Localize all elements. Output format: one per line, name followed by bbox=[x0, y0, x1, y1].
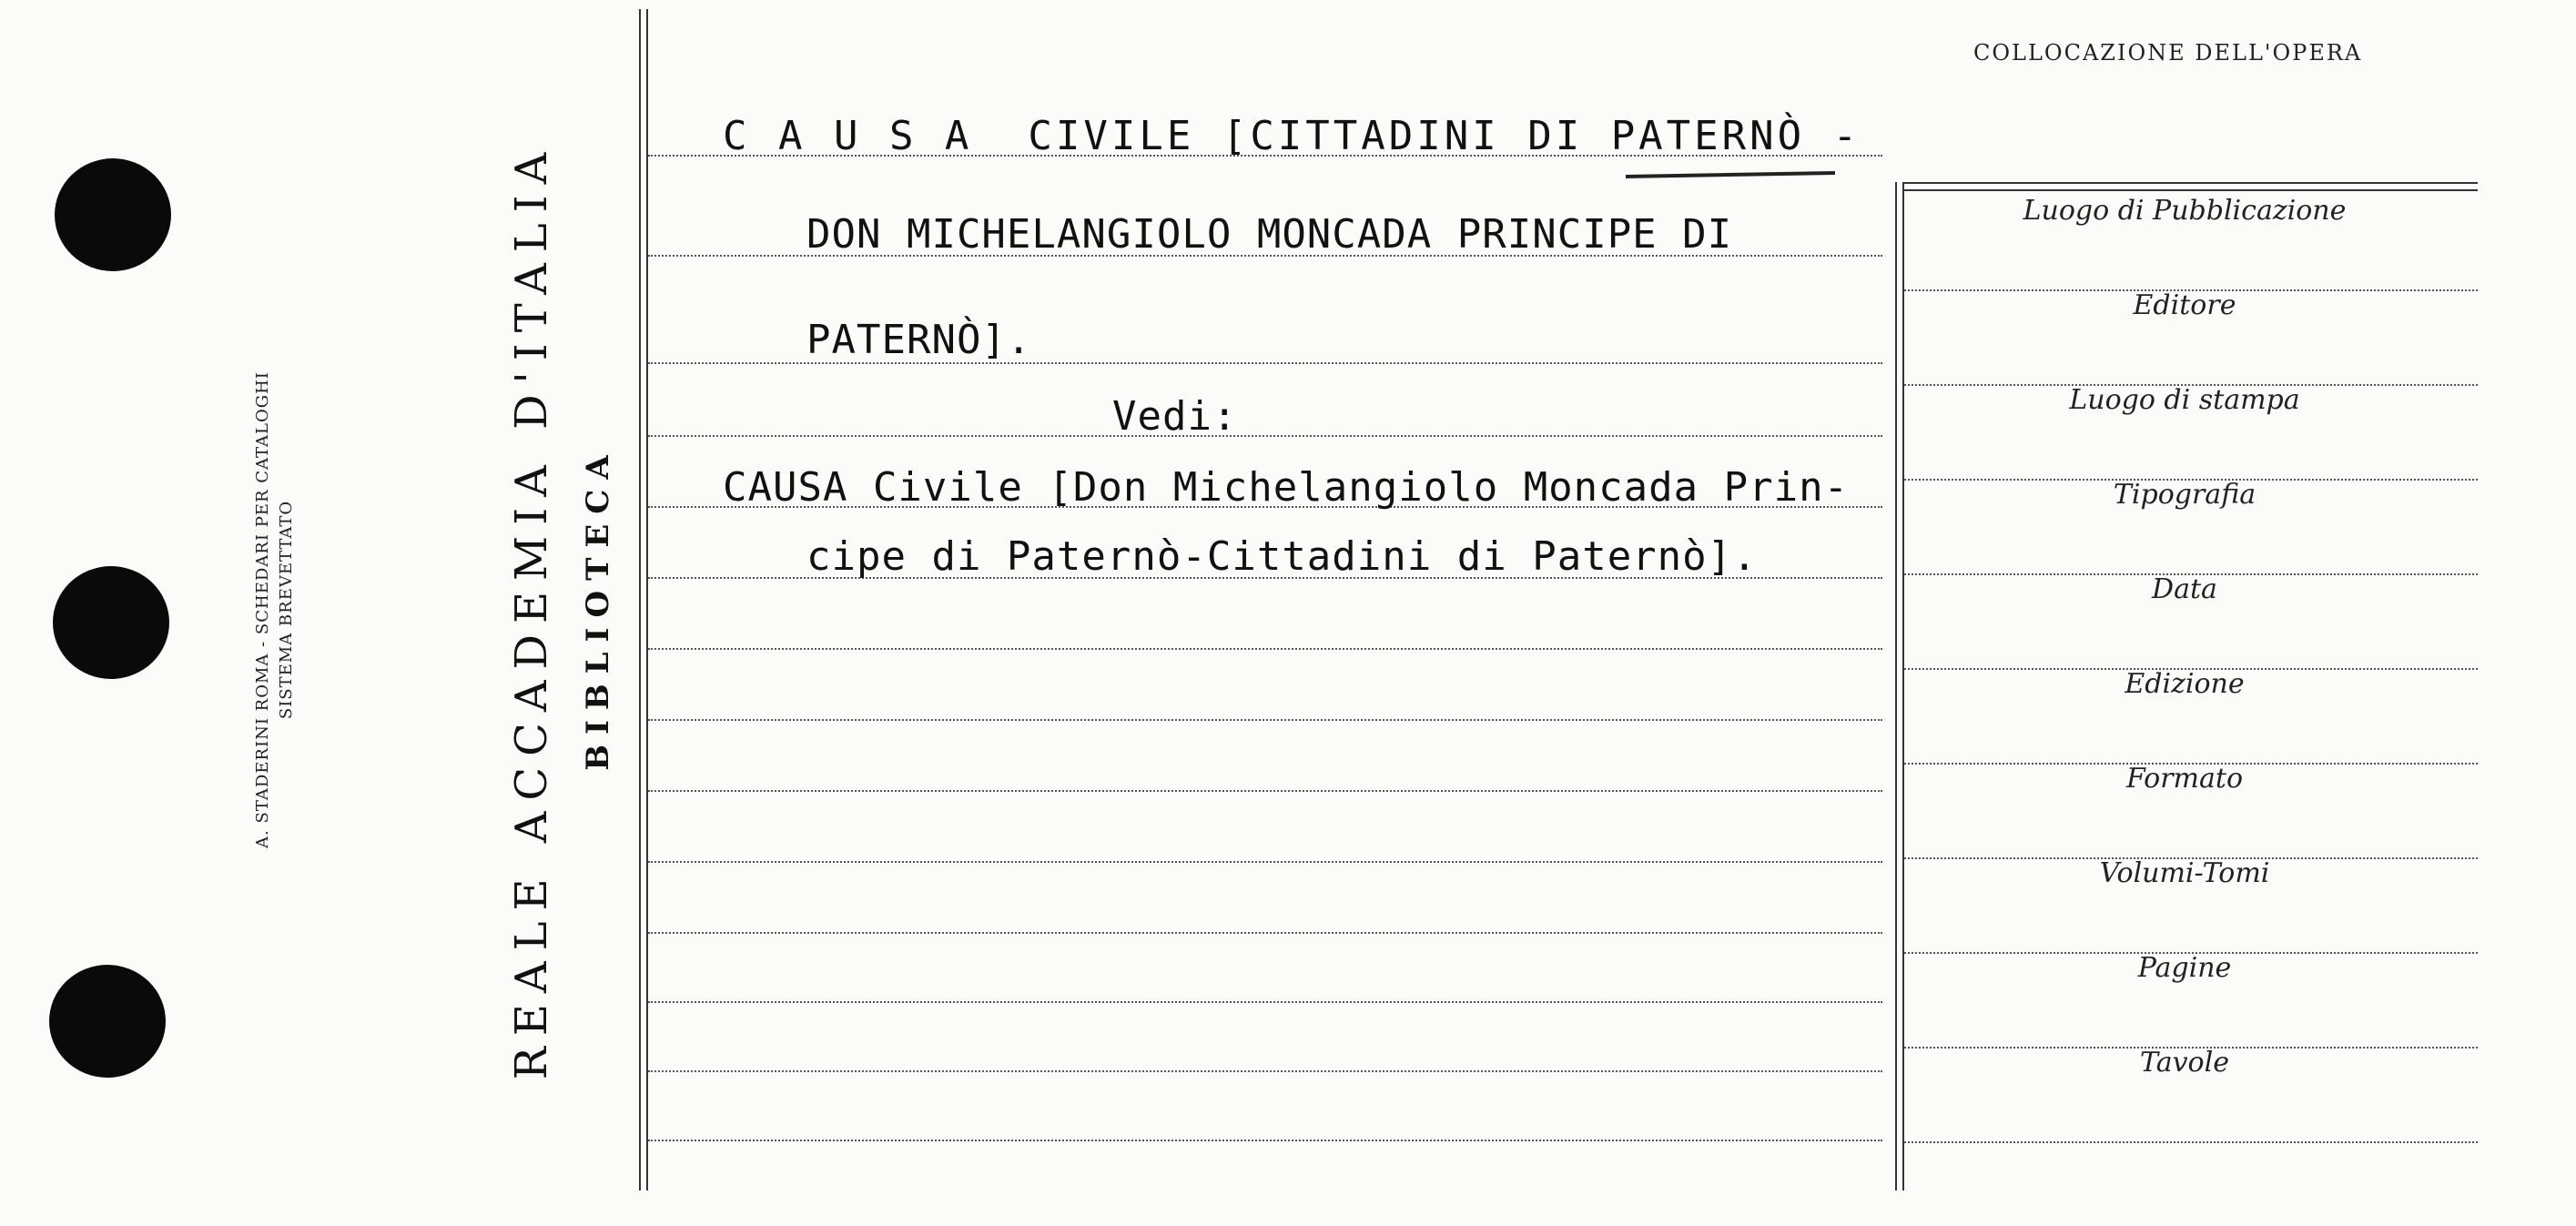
ruled-line bbox=[648, 790, 1882, 792]
punch-hole-middle bbox=[53, 566, 169, 679]
printer-imprint-line2: SISTEMA BREVETTATO bbox=[277, 500, 296, 720]
entry-heading-line2: DON MICHELANGIOLO MONCADA PRINCIPE DI bbox=[806, 211, 1733, 258]
field-rule bbox=[1904, 1141, 2478, 1143]
field-label-data: Data bbox=[2152, 573, 2217, 605]
ruled-line bbox=[648, 435, 1882, 437]
field-column-top-rule-inner bbox=[1904, 189, 2478, 191]
field-label-tavole: Tavole bbox=[2140, 1047, 2229, 1079]
ruled-line bbox=[648, 1001, 1882, 1003]
handwritten-underline bbox=[1626, 171, 1835, 178]
department-name: BIBLIOTECA bbox=[580, 445, 616, 771]
left-margin-rule bbox=[639, 9, 641, 1191]
cross-reference-line2: cipe di Paternò-Cittadini di Paternò]. bbox=[806, 533, 1758, 580]
punch-hole-top bbox=[55, 158, 171, 271]
field-label-tipografia: Tipografia bbox=[2113, 479, 2257, 511]
ruled-line bbox=[648, 861, 1882, 863]
field-label-luogo-stampa: Luogo di stampa bbox=[2069, 384, 2300, 416]
printer-imprint-line1: A. STADERINI ROMA - SCHEDARI PER CATALOGHI bbox=[253, 371, 272, 848]
field-label-volumi-tomi: Volumi-Tomi bbox=[2099, 857, 2270, 889]
field-column-rule bbox=[1895, 182, 1897, 1191]
field-label-editore: Editore bbox=[2133, 289, 2236, 321]
institution-name: REALE ACCADEMIA D'ITALIA bbox=[506, 141, 557, 1080]
collocazione-label: COLLOCAZIONE DELL'OPERA bbox=[1973, 40, 2363, 66]
field-label-luogo-pubblicazione: Luogo di Pubblicazione bbox=[2023, 195, 2347, 227]
field-column-top-rule bbox=[1904, 182, 2478, 184]
ruled-line bbox=[648, 1070, 1882, 1072]
left-margin-rule-inner bbox=[646, 9, 648, 1191]
field-label-pagine: Pagine bbox=[2137, 952, 2232, 984]
ruled-line bbox=[648, 648, 1882, 650]
entry-heading-line1: C A U S A CIVILE [CITTADINI DI PATERNÒ - bbox=[723, 113, 1861, 159]
see-reference-label: Vedi: bbox=[1112, 393, 1238, 440]
field-column-rule-inner bbox=[1902, 182, 1904, 1191]
ruled-line bbox=[648, 932, 1882, 934]
ruled-line bbox=[648, 719, 1882, 721]
field-label-formato: Formato bbox=[2125, 763, 2244, 795]
ruled-line bbox=[648, 1140, 1882, 1141]
cross-reference-line1: CAUSA Civile [Don Michelangiolo Moncada Prin- bbox=[723, 464, 1850, 511]
printer-imprint bbox=[251, 371, 299, 848]
field-label-edizione: Edizione bbox=[2125, 668, 2245, 700]
punch-hole-bottom bbox=[49, 965, 166, 1078]
entry-heading-line3: PATERNÒ]. bbox=[806, 317, 1032, 363]
